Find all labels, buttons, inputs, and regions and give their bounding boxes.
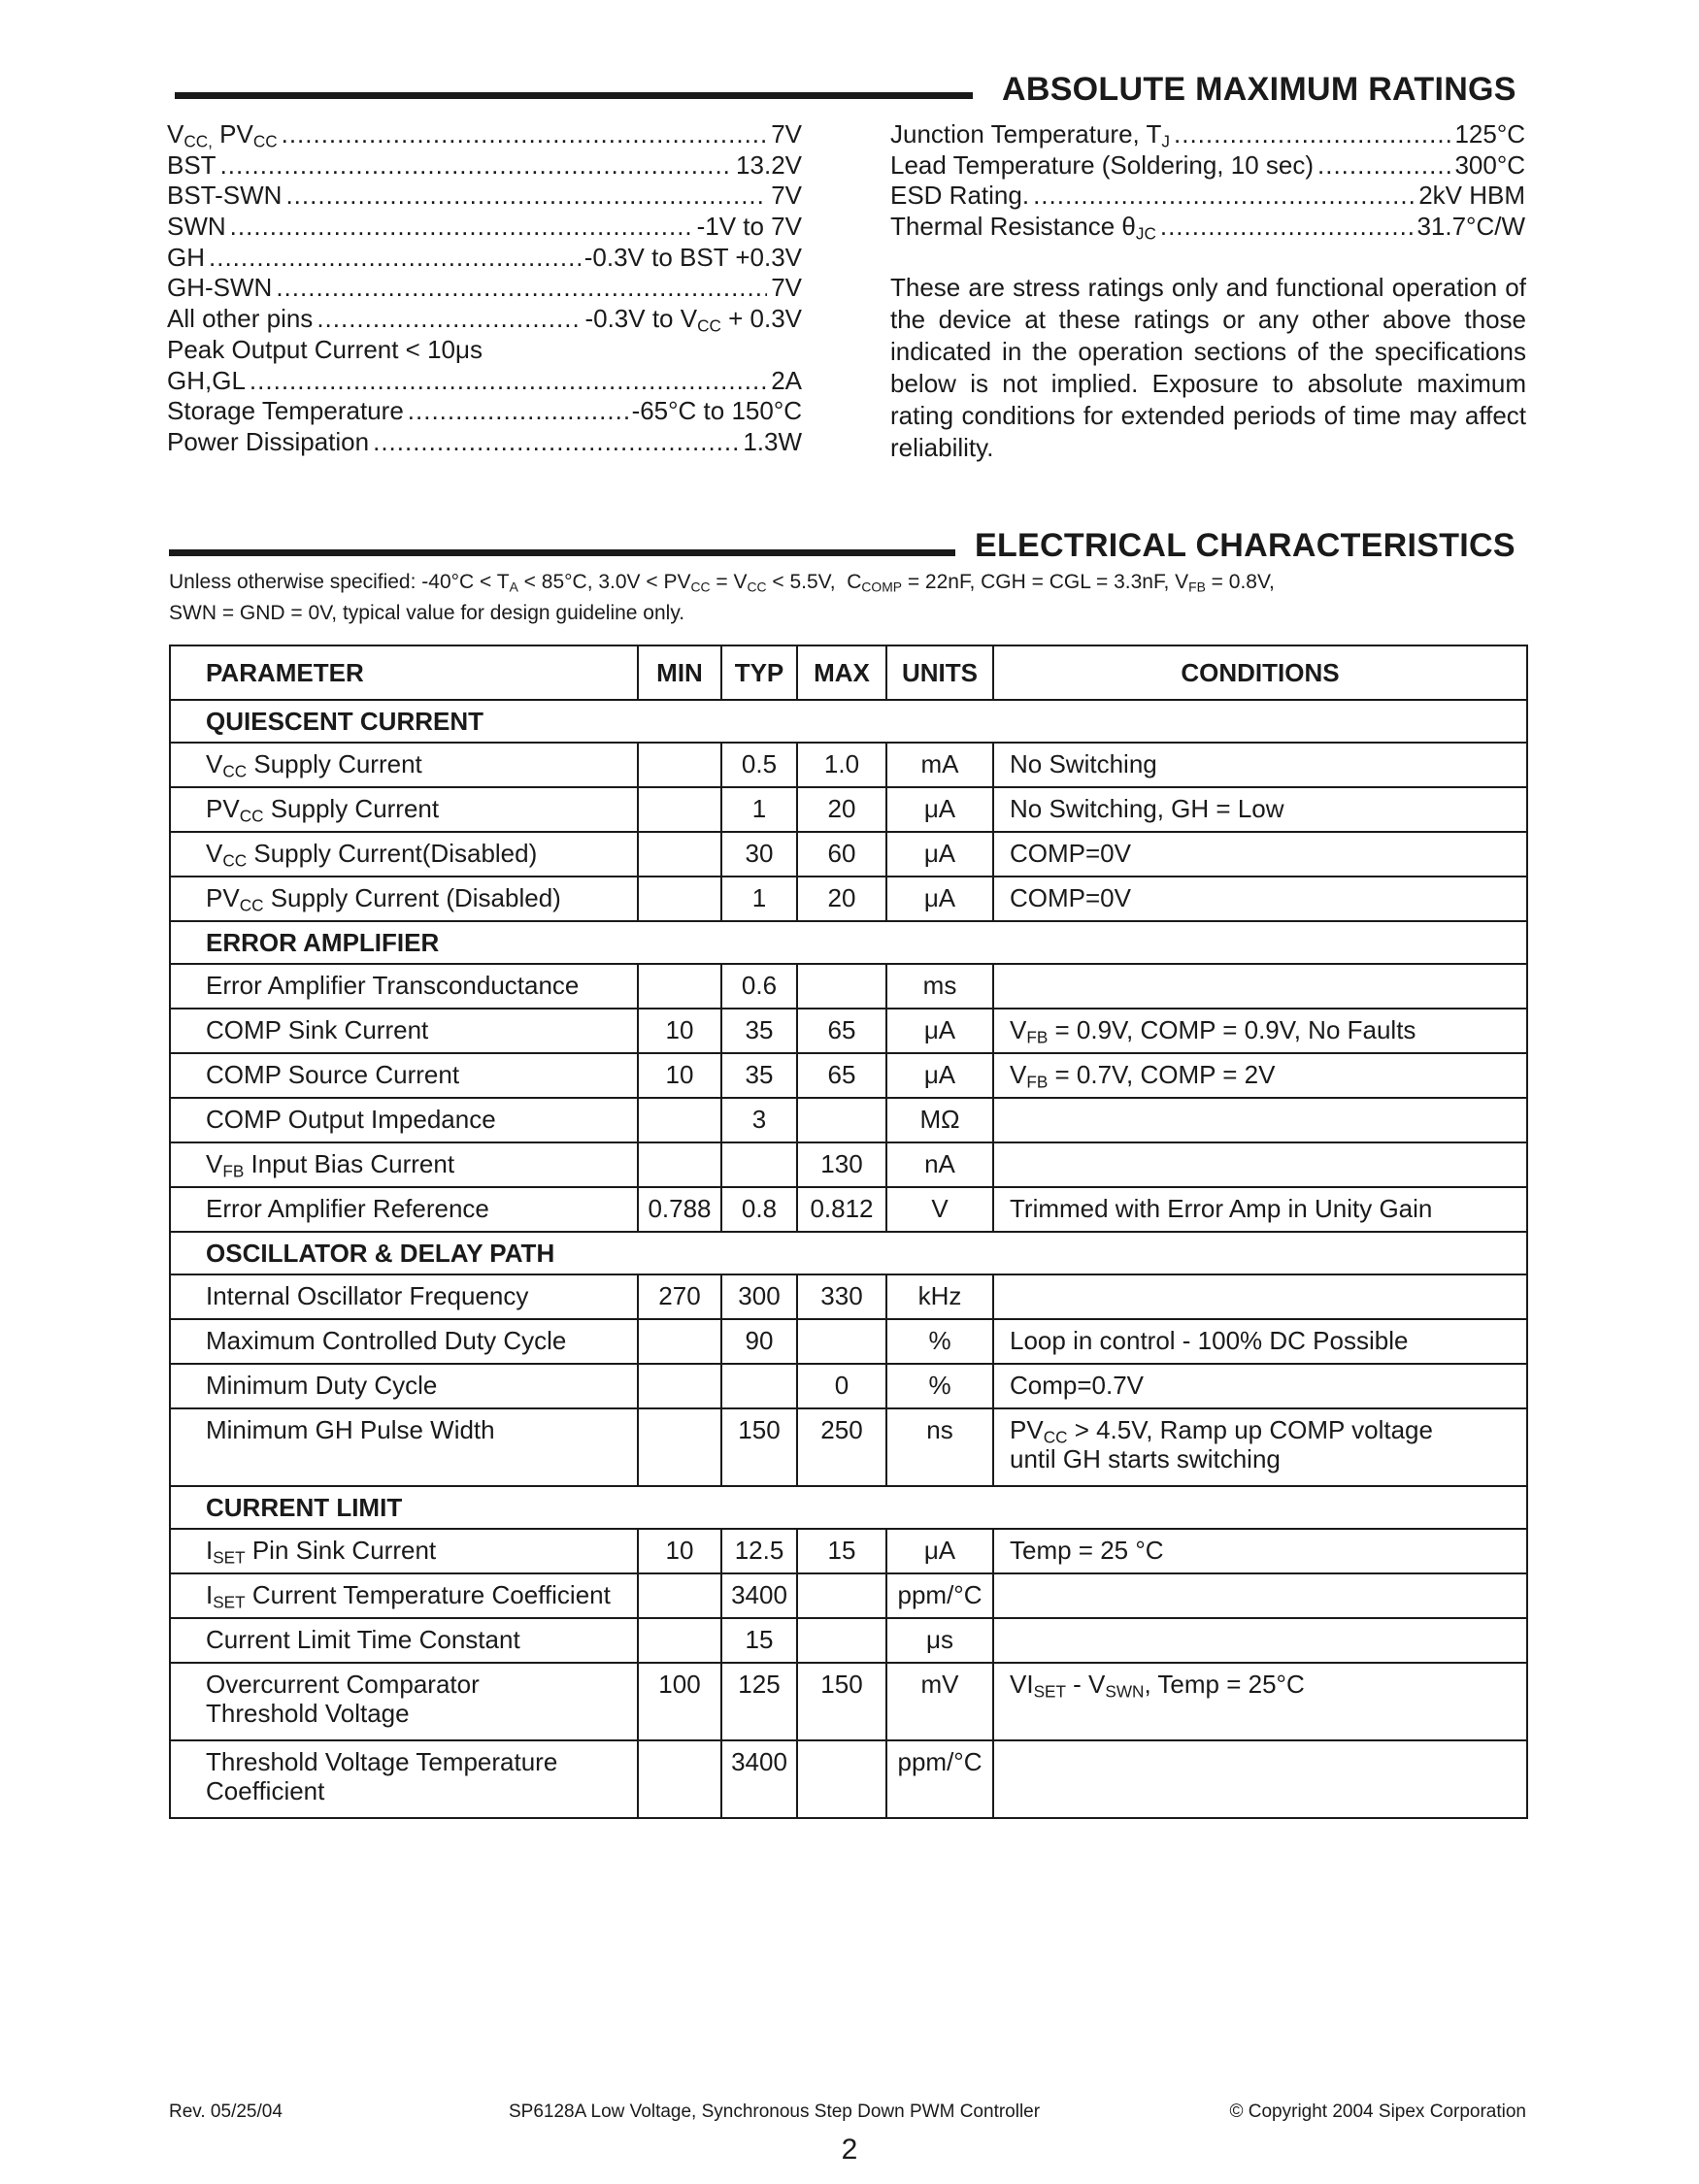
rating-label: BST-SWN [167, 181, 283, 211]
cell-max: 65 [797, 1009, 886, 1053]
cell-parameter: COMP Output Impedance [170, 1098, 638, 1142]
cell-max [797, 1319, 886, 1364]
rating-value: -1V to 7V [696, 212, 802, 242]
abs-max-title: ABSOLUTE MAXIMUM RATINGS [1002, 71, 1516, 108]
cell-max: 15 [797, 1529, 886, 1573]
rating-value: -65°C to 150°C [631, 396, 802, 426]
table-row [170, 1740, 1527, 1818]
cell-max: 65 [797, 1053, 886, 1098]
header-typ: TYP [721, 645, 797, 700]
cell-parameter: Maximum Controlled Duty Cycle [170, 1319, 638, 1364]
rating-value: 31.7°C/W [1416, 212, 1525, 242]
cell-min: 10 [638, 1009, 721, 1053]
table-row [170, 877, 1527, 921]
cell-units: MΩ [886, 1098, 993, 1142]
cell-conditions: No Switching [993, 743, 1527, 787]
header-units: UNITS [886, 645, 993, 700]
table-row [170, 1529, 1527, 1573]
cell-conditions [993, 1618, 1527, 1663]
cell-parameter: COMP Source Current [170, 1053, 638, 1098]
cell-conditions: Trimmed with Error Amp in Unity Gain [993, 1187, 1527, 1232]
cell-conditions [993, 1573, 1527, 1618]
cell-typ: 125 [721, 1663, 797, 1740]
rating-label: GH-SWN [167, 273, 273, 303]
cell-units: nA [886, 1142, 993, 1187]
cell-typ: 0.5 [721, 743, 797, 787]
rating-value: -0.3V to $V_{CC} + 0.3V$ [584, 304, 802, 336]
cell-typ: 150 [721, 1408, 797, 1486]
cell-units: μs [886, 1618, 993, 1663]
cell-min [638, 964, 721, 1009]
cell-min [638, 1618, 721, 1663]
table-row [170, 832, 1527, 877]
table-row [170, 1009, 1527, 1053]
rating-value: 2A [771, 365, 802, 395]
cell-min: 10 [638, 1529, 721, 1573]
cell-typ [721, 1142, 797, 1187]
cell-units: μA [886, 1009, 993, 1053]
cell-max: 150 [797, 1663, 886, 1740]
cell-units: μA [886, 1529, 993, 1573]
cell-units: mV [886, 1663, 993, 1740]
cell-max [797, 1573, 886, 1618]
cell-parameter: $V_{CC}$ Supply Current(Disabled) [170, 832, 638, 877]
cell-typ: 30 [721, 832, 797, 877]
left-rating-row [167, 304, 802, 335]
rating-label: Lead Temperature (Soldering, 10 sec) [890, 149, 1314, 180]
table-row [170, 1274, 1527, 1319]
cell-typ: 12.5 [721, 1529, 797, 1573]
table-row [170, 1573, 1527, 1618]
cell-units: μA [886, 877, 993, 921]
cell-parameter: $V_{FB}$ Input Bias Current [170, 1142, 638, 1187]
right-rating-row [890, 119, 1525, 150]
cell-conditions: $V_{FB} = 0.9V$, COMP = 0.9V, No Faults [993, 1009, 1527, 1053]
cell-min: 0.788 [638, 1187, 721, 1232]
cell-typ: 3400 [721, 1740, 797, 1818]
cell-units: ms [886, 964, 993, 1009]
cell-min [638, 743, 721, 787]
cell-min [638, 832, 721, 877]
cell-conditions: $V_{FB} = 0.7V$, COMP = 2V [993, 1053, 1527, 1098]
cell-parameter: $PV_{CC}$ Supply Current (Disabled) [170, 877, 638, 921]
cell-typ: 1 [721, 787, 797, 832]
table-row [170, 1053, 1527, 1098]
cell-typ: 3 [721, 1098, 797, 1142]
cell-units: % [886, 1364, 993, 1408]
cell-parameter: Current Limit Time Constant [170, 1618, 638, 1663]
cell-parameter: Error Amplifier Transconductance [170, 964, 638, 1009]
header-max: MAX [797, 645, 886, 700]
footer-copyright: © Copyright 2004 Sipex Corporation [1229, 2101, 1526, 2122]
left-rating-row [167, 396, 802, 427]
cell-min [638, 877, 721, 921]
cell-max [797, 964, 886, 1009]
header-parameter: PARAMETER [170, 645, 638, 700]
cell-parameter: Minimum Duty Cycle [170, 1364, 638, 1408]
rating-leader-dots [1033, 181, 1415, 211]
section-title: QUIESCENT CURRENT [170, 700, 1527, 743]
cell-units: V [886, 1187, 993, 1232]
section-row [170, 921, 1527, 964]
test-conditions-line-1: Unless otherwise specified: $-40^\circ C < T_A < 85^\circ C$, $3.0V < PV_{CC} = V_{CC} < 5.5V$, $C_{COMP} = 22nF$, CGH = CGL = 3.3nF, $V_{FB} = 0.8V$, [169, 571, 1275, 595]
abs-max-rule [175, 92, 973, 99]
cell-min: 100 [638, 1663, 721, 1740]
cell-typ: 1 [721, 877, 797, 921]
cell-max: 250 [797, 1408, 886, 1486]
right-rating-row [890, 150, 1525, 182]
left-rating-row [167, 243, 802, 274]
table-header-row [170, 645, 1527, 700]
footer-document-title: SP6128A Low Voltage, Synchronous Step Down PWM Controller [509, 2101, 1041, 2122]
cell-typ: 0.6 [721, 964, 797, 1009]
cell-conditions: $PV_{CC} > 4.5V$, Ramp up COMP voltage until GH starts switching [993, 1408, 1527, 1486]
cell-typ: 3400 [721, 1573, 797, 1618]
rating-label: GH [167, 242, 205, 272]
cell-max: 330 [797, 1274, 886, 1319]
cell-max [797, 1618, 886, 1663]
cell-conditions [993, 964, 1527, 1009]
rating-label: Power Dissipation [167, 426, 370, 456]
electrical-characteristics-table [169, 645, 1528, 1819]
test-conditions-note [169, 567, 1275, 629]
cell-conditions: COMP=0V [993, 877, 1527, 921]
cell-units: kHz [886, 1274, 993, 1319]
rating-value: 7V [771, 119, 802, 149]
rating-label: BST [167, 149, 217, 180]
rating-leader-dots [316, 304, 581, 334]
cell-min [638, 1142, 721, 1187]
table-row [170, 1408, 1527, 1486]
rating-leader-dots [1317, 150, 1450, 181]
cell-typ [721, 1364, 797, 1408]
cell-conditions [993, 1098, 1527, 1142]
cell-units: ppm/°C [886, 1740, 993, 1818]
left-rating-row [167, 335, 802, 366]
left-rating-row [167, 366, 802, 397]
rating-value: 7V [771, 181, 802, 211]
cell-min [638, 1740, 721, 1818]
cell-typ: 35 [721, 1009, 797, 1053]
left-rating-row [167, 119, 802, 150]
rating-label: Peak Output Current < 10μs [167, 334, 483, 364]
cell-min [638, 1364, 721, 1408]
rating-value: 1.3W [743, 426, 802, 456]
cell-typ: 90 [721, 1319, 797, 1364]
rating-leader-dots [209, 243, 581, 273]
cell-typ: 15 [721, 1618, 797, 1663]
footer-revision: Rev. 05/25/04 [169, 2101, 283, 2122]
rating-leader-dots [276, 273, 767, 303]
cell-parameter: COMP Sink Current [170, 1009, 638, 1053]
rating-leader-dots [220, 150, 732, 181]
rating-value: 125°C [1454, 119, 1525, 149]
rating-label: Storage Temperature [167, 396, 404, 426]
cell-units: μA [886, 787, 993, 832]
rating-leader-dots [1160, 212, 1414, 242]
cell-units: μA [886, 832, 993, 877]
left-rating-row [167, 150, 802, 182]
cell-conditions: Loop in control - 100% DC Possible [993, 1319, 1527, 1364]
table-row [170, 1618, 1527, 1663]
table-row [170, 1663, 1527, 1740]
left-rating-row [167, 212, 802, 243]
rating-value: -0.3V to BST +0.3V [583, 242, 802, 272]
rating-leader-dots [373, 427, 739, 457]
cell-units: ns [886, 1408, 993, 1486]
section-title: CURRENT LIMIT [170, 1486, 1527, 1529]
table-row [170, 743, 1527, 787]
cell-parameter: $I_{SET}$ Current Temperature Coefficient [170, 1573, 638, 1618]
cell-units: mA [886, 743, 993, 787]
header-min: MIN [638, 645, 721, 700]
cell-max [797, 1740, 886, 1818]
cell-typ: 35 [721, 1053, 797, 1098]
cell-conditions: $VI_{SET} - V_{SWN}$, Temp = 25°C [993, 1663, 1527, 1740]
stress-ratings-note: These are stress ratings only and functional operation of the device at these ratings or any other above those indicated in the operation sections of the specifications below is not implied. Exposure to absolute maximum rating conditions for extended periods of time may affect reliability. [890, 273, 1526, 462]
cell-conditions: Temp = 25 °C [993, 1529, 1527, 1573]
cell-parameter: Overcurrent Comparator Threshold Voltage [170, 1663, 638, 1740]
rating-value: 300°C [1454, 149, 1525, 180]
rating-value: 7V [771, 273, 802, 303]
rating-leader-dots [1174, 119, 1450, 149]
rating-label: $V_{CC,}$ $PV_{CC}$ [167, 119, 278, 151]
cell-parameter: Minimum GH Pulse Width [170, 1408, 638, 1486]
cell-parameter: Threshold Voltage Temperature Coefficient [170, 1740, 638, 1818]
section-title: OSCILLATOR & DELAY PATH [170, 1232, 1527, 1274]
table-row [170, 1098, 1527, 1142]
cell-conditions [993, 1740, 1527, 1818]
rating-leader-dots [408, 396, 628, 426]
cell-conditions: No Switching, GH = Low [993, 787, 1527, 832]
cell-units: ppm/°C [886, 1573, 993, 1618]
abs-max-right-list [890, 119, 1525, 243]
left-rating-row [167, 273, 802, 304]
cell-min: 270 [638, 1274, 721, 1319]
rating-label: Junction Temperature, $T_J$ [890, 119, 1170, 151]
cell-min [638, 1319, 721, 1364]
rating-label: SWN [167, 212, 226, 242]
cell-parameter: $I_{SET}$ Pin Sink Current [170, 1529, 638, 1573]
table-row [170, 1187, 1527, 1232]
elec-char-rule [169, 549, 955, 556]
cell-parameter: Error Amplifier Reference [170, 1187, 638, 1232]
table-row [170, 1364, 1527, 1408]
table-row [170, 1319, 1527, 1364]
cell-max: 130 [797, 1142, 886, 1187]
test-conditions-line-2: SWN = GND = 0V, typical value for design guideline only. [169, 602, 685, 624]
elec-char-title: ELECTRICAL CHARACTERISTICS [975, 527, 1516, 564]
cell-conditions [993, 1142, 1527, 1187]
cell-max: 20 [797, 787, 886, 832]
cell-min: 10 [638, 1053, 721, 1098]
left-rating-row [167, 427, 802, 458]
rating-value: 13.2V [736, 149, 802, 180]
rating-leader-dots [285, 181, 767, 211]
cell-min [638, 1098, 721, 1142]
page-number: 2 [841, 2134, 858, 2166]
cell-max: 20 [797, 877, 886, 921]
rating-leader-dots [230, 212, 693, 242]
cell-max: 0 [797, 1364, 886, 1408]
cell-typ: 300 [721, 1274, 797, 1319]
cell-units: % [886, 1319, 993, 1364]
cell-conditions: COMP=0V [993, 832, 1527, 877]
cell-conditions [993, 1274, 1527, 1319]
right-rating-row [890, 212, 1525, 243]
cell-min [638, 1573, 721, 1618]
cell-min [638, 1408, 721, 1486]
table-row [170, 1142, 1527, 1187]
left-rating-row [167, 181, 802, 212]
section-row [170, 700, 1527, 743]
cell-parameter: Internal Oscillator Frequency [170, 1274, 638, 1319]
right-rating-row [890, 181, 1525, 212]
cell-max: 60 [797, 832, 886, 877]
cell-conditions: Comp=0.7V [993, 1364, 1527, 1408]
cell-max [797, 1098, 886, 1142]
cell-typ: 0.8 [721, 1187, 797, 1232]
section-title: ERROR AMPLIFIER [170, 921, 1527, 964]
rating-label: All other pins [167, 304, 314, 334]
cell-units: μA [886, 1053, 993, 1098]
rating-leader-dots [282, 119, 768, 149]
table-body [170, 700, 1527, 1818]
rating-label: Thermal Resistance $\theta_{JC}$ [890, 212, 1156, 244]
cell-min [638, 787, 721, 832]
rating-value: 2kV HBM [1418, 181, 1525, 211]
cell-max: 1.0 [797, 743, 886, 787]
rating-leader-dots [250, 366, 767, 396]
cell-parameter: $V_{CC}$ Supply Current [170, 743, 638, 787]
rating-label: ESD Rating. [890, 181, 1030, 211]
abs-max-left-list [167, 119, 802, 458]
section-row [170, 1486, 1527, 1529]
cell-max: 0.812 [797, 1187, 886, 1232]
cell-parameter: $PV_{CC}$ Supply Current [170, 787, 638, 832]
table-row [170, 964, 1527, 1009]
header-conditions: CONDITIONS [993, 645, 1527, 700]
section-row [170, 1232, 1527, 1274]
table-row [170, 787, 1527, 832]
rating-label: GH,GL [167, 365, 246, 395]
